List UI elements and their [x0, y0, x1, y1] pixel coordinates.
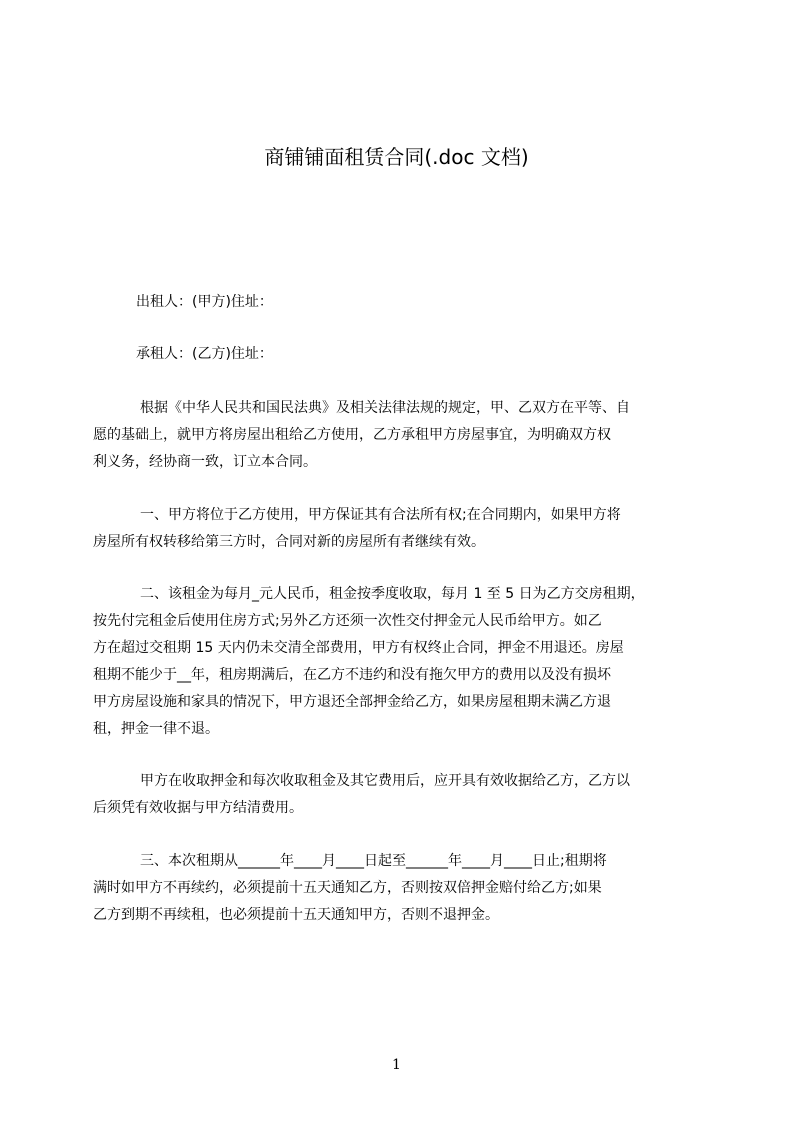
paragraph-line: 利义务，经协商一致，订立本合同。 [93, 454, 317, 470]
lessor-line: 出租人：(甲方)住址： [136, 294, 273, 310]
document-title: 商铺铺面租赁合同(.doc 文档) [264, 145, 529, 169]
paragraph-line: 满时如甲方不再续约，必须提前十五天通知乙方，否则按双倍押金赔付给乙方;如果 [93, 880, 602, 896]
paragraph-line: 根据《中华人民共和国民法典》及相关法律法规的规定，甲、乙双方在平等、自 [140, 400, 630, 416]
paragraph-line: 甲方房屋设施和家具的情况下，甲方退还全部押金给乙方，如果房屋租期未满乙方退 [93, 694, 611, 710]
paragraph-line: 租，押金一律不退。 [93, 721, 219, 737]
paragraph-line: 甲方在收取押金和每次收取租金及其它费用后，应开具有效收据给乙方，乙方以 [140, 773, 630, 789]
paragraph-line: 二、该租金为每月_元人民币，租金按季度收取，每月 1 至 5 日为乙方交房租期， [140, 586, 645, 602]
paragraph-line: 一、甲方将位于乙方使用，甲方保证其有合法所有权;在合同期内，如果甲方将 [140, 507, 621, 523]
paragraph-line: 三、本次租期从______年____月____日起至______年____月____日止;租期将 [140, 853, 607, 869]
page-number: 1 [392, 1057, 401, 1073]
paragraph-line: 租期不能少于__年，租房期满后，在乙方不违约和没有拖欠甲方的费用以及没有损坏 [93, 667, 611, 683]
paragraph-line: 后须凭有效收据与甲方结清费用。 [93, 800, 303, 816]
lessee-line: 承租人：(乙方)住址： [136, 346, 273, 362]
paragraph-line: 房屋所有权转移给第三方时，合同对新的房屋所有者继续有效。 [93, 534, 485, 550]
paragraph-line: 愿的基础上，就甲方将房屋出租给乙方使用，乙方承租甲方房屋事宜，为明确双方权 [93, 427, 611, 443]
paragraph-line: 按先付完租金后使用住房方式;另外乙方还须一次性交付押金元人民币给甲方。如乙 [93, 613, 602, 629]
paragraph-line: 乙方到期不再续租，也必须提前十五天通知甲方，否则不退押金。 [93, 907, 499, 923]
paragraph-line: 方在超过交租期 15 天内仍未交清全部费用，甲方有权终止合同，押金不用退还。房屋 [93, 640, 624, 656]
